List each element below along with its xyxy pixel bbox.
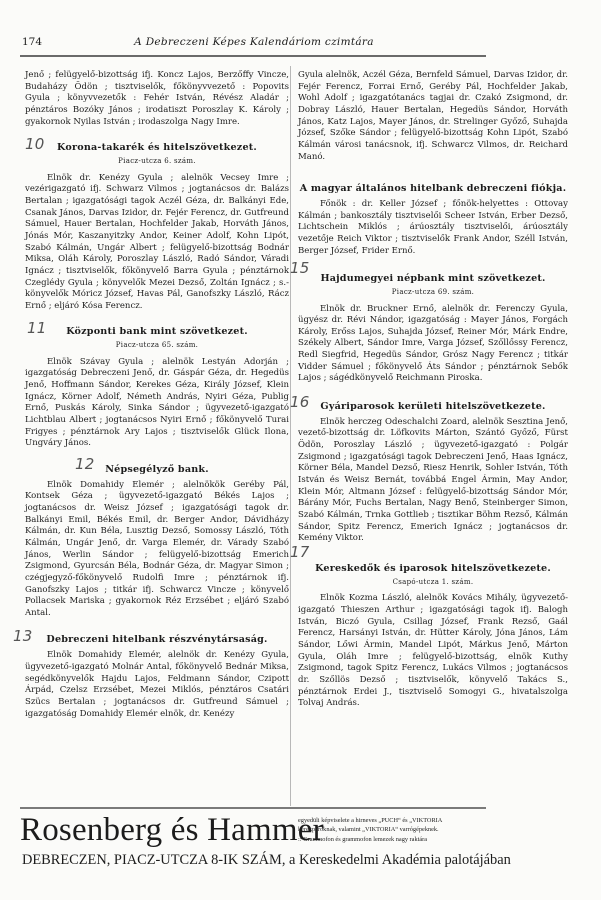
page-number: 174 (22, 36, 43, 48)
section-title-wrap (25, 319, 289, 338)
section-title: Népsegélyző bank. (105, 464, 209, 476)
section-body: Elnök dr. Kenézy Gyula ; alelnök Vecsey Imre ; vezérigazgató ifj. Schwarz Vilmos ; jogtanácsos dr. Balázs Bertalan ; igazgatósági tagok Aczél Géza, dr. Balkányi Ede, Csanak János, Darvas Izidor, dr. Fejér Ferencz, dr. Gutfreund Sámuel, Hauer Bertalan, Hochfelder Jakab, Horváth János, Jónás Mór, Kaszanyitzky Andor, Keiner Adolf, Kohn Lipót, Szabó Kálmán, Ungár Albert ; felügyelő-bizottság Bodnár Miksa, Oláh Károly, Poroszlay László, Radó Sándor, Váradi Ignácz ; tisztviselők, főkönyvelő Barra Gyula ; pénztárnok Czeglédy Gyula ; könyvelők Mezei Dezső, Zoltán Ignácz ; s.-könyvelők Móricz József, Havas Pál, Ganofszky László, Rácz Ernő ; eljáró Kósa Ferencz. (25, 172, 289, 311)
section-body: Elnök Domahidy Elemér ; alelnökök Geréby Pál, Kontsek Géza ; ügyvezető-igazgató Békés Lajos ; jogtanácsos dr. Weisz József ; igazgatósági tagok dr. Balkányi Emil, Békés Emil, dr. Berger Andor, Dávidházy Kálmán, dr. Kun Béla, Lusztig Dezső, Somossy László, Tóth Kálmán, Ungár Jenő, dr. Varga Elemér, dr. Várady Szabó János, Werlin Sándor ; felügyelő-bizottság Emerich Zsigmond, Gyurcsán Béla, Bodnár Géza, dr. Magyar Simon ; czégjegyző-főkönyvelő Rudolfi Imre ; pénztárnok ifj. Ganofszky Lajos ; titkár ifj. Schwarcz Vincze ; könyvelő Pollacsek Mariska ; gyakornok Réz Erzsébet ; eljáró Szabó Antal. (25, 479, 289, 618)
section-title-wrap (13, 626, 289, 646)
ad-blurb-line: egyedüli képviselete a hirneves „PUCH“ és „VIKTORIA (298, 817, 443, 824)
ad-address: DEBRECZEN, PIACZ-UTCZA 8-IK SZÁM, a Kereskedelmi Akadémia palotájában (22, 852, 511, 868)
section-body: Elnök Szávay Gyula ; alelnök Lestyán Adorján ; igazgatóság Debreczeni Jenő, dr. Gáspár Géza, dr. Hegedüs Jenő, Hoffmann Sándor, Kerekes Géza, Király József, Klein Ignácz, Körner Adolf, Németh András, Nyiri Géza, Publig Ernő, Puskás Károly, Sinka Sándor ; ügyvezető-igazgató Lichtblau Albert ; jogtanácsos Nyiri Ernő ; főkönyvelő Turai Frigyes ; pénztárnok Ary Lajos ; tisztviselők Glück Ilona, Ungváry János. (25, 356, 289, 449)
section-title: Debreczeni hitelbank részvénytársaság. (46, 633, 268, 645)
section-gyariparosok (290, 393, 568, 545)
section-body: Főnök : dr. Keller József ; főnök-helyettes : Ottovay Kálmán ; bankosztály tisztviselői Scheer István, Erber Dezső, Lichtschein Miklós ; árúosztály tisztviselői, árúosztály vezetője Reich Viktor ; tisztviselők Frank Andor, Széll István, Berger József, Frider Ernő. (298, 198, 568, 256)
section-body: Elnök Domahidy Elemér, alelnök dr. Kenézy Gyula, ügyvezető-igazgató Molnár Antal, főkönyvelő Bednár Miksa, segédkönyvelők Hajdu Lajos, Feldmann Sándor, Czipott Árpád, Czelsz Erzsébet, Mezei Miklós, pénztáros Csatári Szücs Bertalan ; jogtanácsos dr. Gutfreund Sámuel ; igazgatóság Domahidy Elemér elnök, dr. Kenézy (25, 650, 289, 719)
section-title: A magyar általános hitelbank debreczeni fiókja. (299, 183, 567, 195)
section-korona (25, 135, 289, 312)
section-title-wrap (25, 455, 289, 476)
footer-rule (20, 807, 486, 809)
column-divider (290, 66, 291, 806)
header-rule (20, 55, 486, 57)
section-title: Hajdumegyei népbank mint szövetkezet. (320, 273, 546, 285)
handwritten-number: 17 (290, 542, 310, 561)
handwritten-number: 16 (290, 393, 310, 412)
section-kozponti-bank (25, 319, 289, 450)
handwritten-number: 15 (290, 259, 310, 278)
handwritten-number: 11 (27, 319, 47, 338)
section-title: Központi bank mint szövetkezet. (66, 326, 248, 338)
section-title-wrap (290, 259, 568, 285)
section-kereskedok-iparosok (290, 542, 568, 710)
handwritten-number: 13 (13, 626, 33, 645)
right-column (290, 70, 568, 710)
running-title: A Debreczeni Képes Kalendáriom czimtára (134, 36, 374, 48)
advertisement (20, 812, 511, 872)
left-column (13, 70, 289, 720)
ad-blurb (298, 816, 498, 844)
section-title-wrap (290, 542, 568, 575)
section-title-wrap (25, 135, 289, 154)
section-title: Gyáriparosok kerületi hitelszövetkezete. (320, 401, 546, 413)
section-address: Piacz-utcza 65. szám. (115, 341, 199, 350)
section-title: Korona-takarék és hitelszövetkezet. (57, 142, 257, 154)
section-body: Elnök dr. Bruckner Ernő, alelnök dr. Ferenczy Gyula, ügyész dr. Révi Nándor, igazgatóság : Mayer János, Forgách Károly, Erőss Lajos, Suhajda József, Reiner Mór, Márk Endre, Székely Albert, Sándor Imre, Varga József, Szőllőssy Ferencz, Redl Siegfrid, Hegedüs Sándor, Grósz Nagy Ferencz ; titkár Vidder Sámuel ; főkönyvelő Áts Sándor ; pénztárnok Sebők Lajos ; ságédkönyvelő Reichmann Piroska. (298, 303, 568, 384)
section-hajdumegyei-nepbank (290, 259, 568, 385)
continued-paragraph: Jenő ; felügyelő-bizottság ifj. Koncz Lajos, Berzőffy Vincze, Budaházy Ödön ; tisztviselők, főkönyvvezető : Popovits Gyula ; könyvvezetők : Fehér István, Révész Aladár ; pénztáros Bozóky János ; irodatiszt Poroszlay K. Károly ; gyakornok Nyilas István ; irodaszolga Nagy Imre. (25, 70, 289, 127)
section-debreczeni-hitelbank (13, 626, 289, 721)
continued-paragraph: Gyula alelnök, Aczél Géza, Bernfeld Sámuel, Darvas Izidor, dr. Fejér Ferencz, Forrai Ernő, Geréby Pál, Hochfelder Jakab, Wohl Adolf ; igazgatótanács tagjai dr. Czakó Zsigmond, dr. Dobray László, Hauer Bertalan, Hegedüs Sándor, Horváth János, Katz Lajos, Mayer János, dr. Strelinger Győző, Suhajda József, Szőke Sándor ; felügyelő-bizottság Kohn Lipót, Szabó Kálmán városi tanácsnok, ifj. Schwarcz Vilmos, dr. Reichard Manó. (298, 70, 568, 162)
page-header (22, 36, 486, 52)
handwritten-number: 12 (75, 455, 95, 474)
section-address: Piacz-utcza 69. szám. (391, 287, 475, 296)
handwritten-number: 10 (25, 135, 45, 154)
section-address: Piacz-utcza 6. szám. (118, 156, 196, 165)
ad-blurb-line: kerékpároknak, valamint „VIKTORIA“ varrógépeknek. (298, 826, 439, 834)
section-magyar-altalanos-hitelbank (298, 183, 568, 257)
section-title-wrap (298, 183, 568, 195)
ad-brand-name: Rosenberg és Hammer (20, 812, 324, 848)
section-title-wrap (290, 393, 568, 413)
section-nepsegelyzo-bank (25, 455, 289, 620)
section-title: Kereskedők és iparosok hitelszövetkezete. (315, 562, 551, 574)
ad-blurb-line: :: Grammofon és grammofon lemezek nagy raktára (298, 835, 428, 843)
section-address: Csapó-utcza 1. szám. (392, 577, 474, 586)
section-body: Elnök Kozma László, alelnök Kovács Mihály, ügyvezető-igazgató Thieszen Arthur ; igazgatósági tagok ifj. Balogh István, Biczó Gyula, Csillag József, Frank Rezső, Gaál Ferencz, Harsányi István, dr. Hütter Károly, Jóna János, Lám Sándor, Lőwi Ármin, Mandel Lipót, Márkus Jenő, Márton Gyula, Oláh Imre ; felügyelő-bizottság, elnök Kuthy Zsigmond, tagok Spitz Ferencz, Lukács Vilmos ; jogtanácsos dr. Szőllös Dezső ; tisztviselők, könyvelő Takács S., pénztárnok Erdei J., tisztviselő Somogyi G., hivatalszolga Tolvaj András. (298, 593, 568, 709)
section-body: Elnök herczeg Odeschalchi Zoard, alelnök Sesztina Jenő, vezető-bizottság dr. Löfkovits Márton, Szántó Győző, Fürst Ödön, Poroszlay László ; ügyvezető-igazgató : Polgár Zsigmond ; igazgatósági tagok Debreczeni Jenő, Haas Ignácz, Körner Béla, Mandel Dezső, Riesz Henrik, Sohler István, Tóth István és Weisz Bernát, továbbá Engel Ármin, May Andor, Klein Mór, Altmann József : felügyelő-bizottság Sándor Mór, Bárány Mór, Fuchs Bertalan, Nagy Benő, Steinberger Simon, Szabó Kálmán, Trnka Gottlieb ; tisztikar Böhm Rezső, Kálmán Sándor, Spitz Ferencz, Emerich Ignácz ; jogtanácsos dr. Kemény Viktor. (298, 416, 568, 544)
